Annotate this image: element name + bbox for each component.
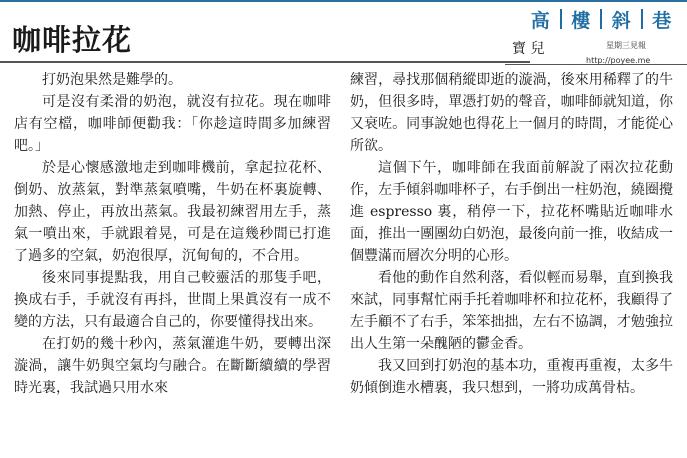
column-heading-char: 斜 [611,9,631,32]
paragraph: 我又回到打奶泡的基本功，重複再重複，太多牛奶傾倒進水槽裏，我只想到，一將功成萬骨枯。 [350,358,673,396]
top-rule [0,0,687,2]
title-underline [0,61,530,63]
text-column-left [14,69,331,399]
publication-day: 星期三見報 [606,41,646,50]
author-url[interactable]: http://poyee.me [586,56,651,65]
paragraph: 可是沒有柔滑的奶泡，就沒有拉花。現在咖啡店有空檔，咖啡師便勸我：「你趁這時間多加練習吧。」 [14,94,331,154]
paragraph: 打奶泡果然是難學的。 [42,72,182,88]
paragraph-continued: 練習，尋找那個稍縱即逝的漩渦，後來用稀釋了的牛奶，但很多時，單憑打奶的聲音，咖啡師就知道，你又衰咗。同事說她也得花上一個月的時間，才能從心所欲。 [350,72,673,154]
article-title: 咖啡拉花 [12,23,133,57]
column-heading [521,6,681,32]
paragraph: 這個下午，咖啡師在我面前解說了兩次拉花動作，左手傾斜咖啡杯子，右手倒出一柱奶泡，繞圈攪進 espresso 裏，稍停一下，拉花杯嘴貼近咖啡水面，推出一團團幼白奶泡，最後向前一推，收結成一個豐滿而層次分明的心形。 [350,160,673,264]
paragraph: 後來同事提點我，用自己較靈活的那隻手吧，換成右手，手就沒有再抖，世間上果眞沒有一成不變的方法，只有最適合自己的，你要懂得找出來。 [14,270,331,330]
paragraph: 看他的動作自然利落，看似輕而易舉，直到換我來試，同事幫忙兩手托着咖啡杯和拉花杯，我顧得了左手顧不了右手，笨笨拙拙，左右不協調，才勉強拉出人生第一朵醜陋的鬱金香。 [350,270,673,352]
paragraph: 在打奶的幾十秒內，蒸氣灌進牛奶，要轉出深漩渦，讓牛奶與空氣均勻融合。在斷斷續續的學習時光裏，我試過只用水來 [14,336,331,396]
text-column-right [350,69,673,399]
column-heading-char: 高 [530,9,550,32]
column-heading-char: 樓 [571,9,591,32]
column-heading-char: 巷 [652,9,672,32]
paragraph: 於是心懷感激地走到咖啡機前，拿起拉花杯、倒奶、放蒸氣，對準蒸氣噴嘴，牛奶在杯裏旋轉、加熱、停止，再放出蒸氣。我最初練習用左手，蒸氣一噴出來，手就跟着晃，可是在這幾秒間已打進了過多的空氣，奶泡很厚，沉甸甸的，不合用。 [14,160,331,264]
author-name: 寶 兒 [512,41,545,57]
